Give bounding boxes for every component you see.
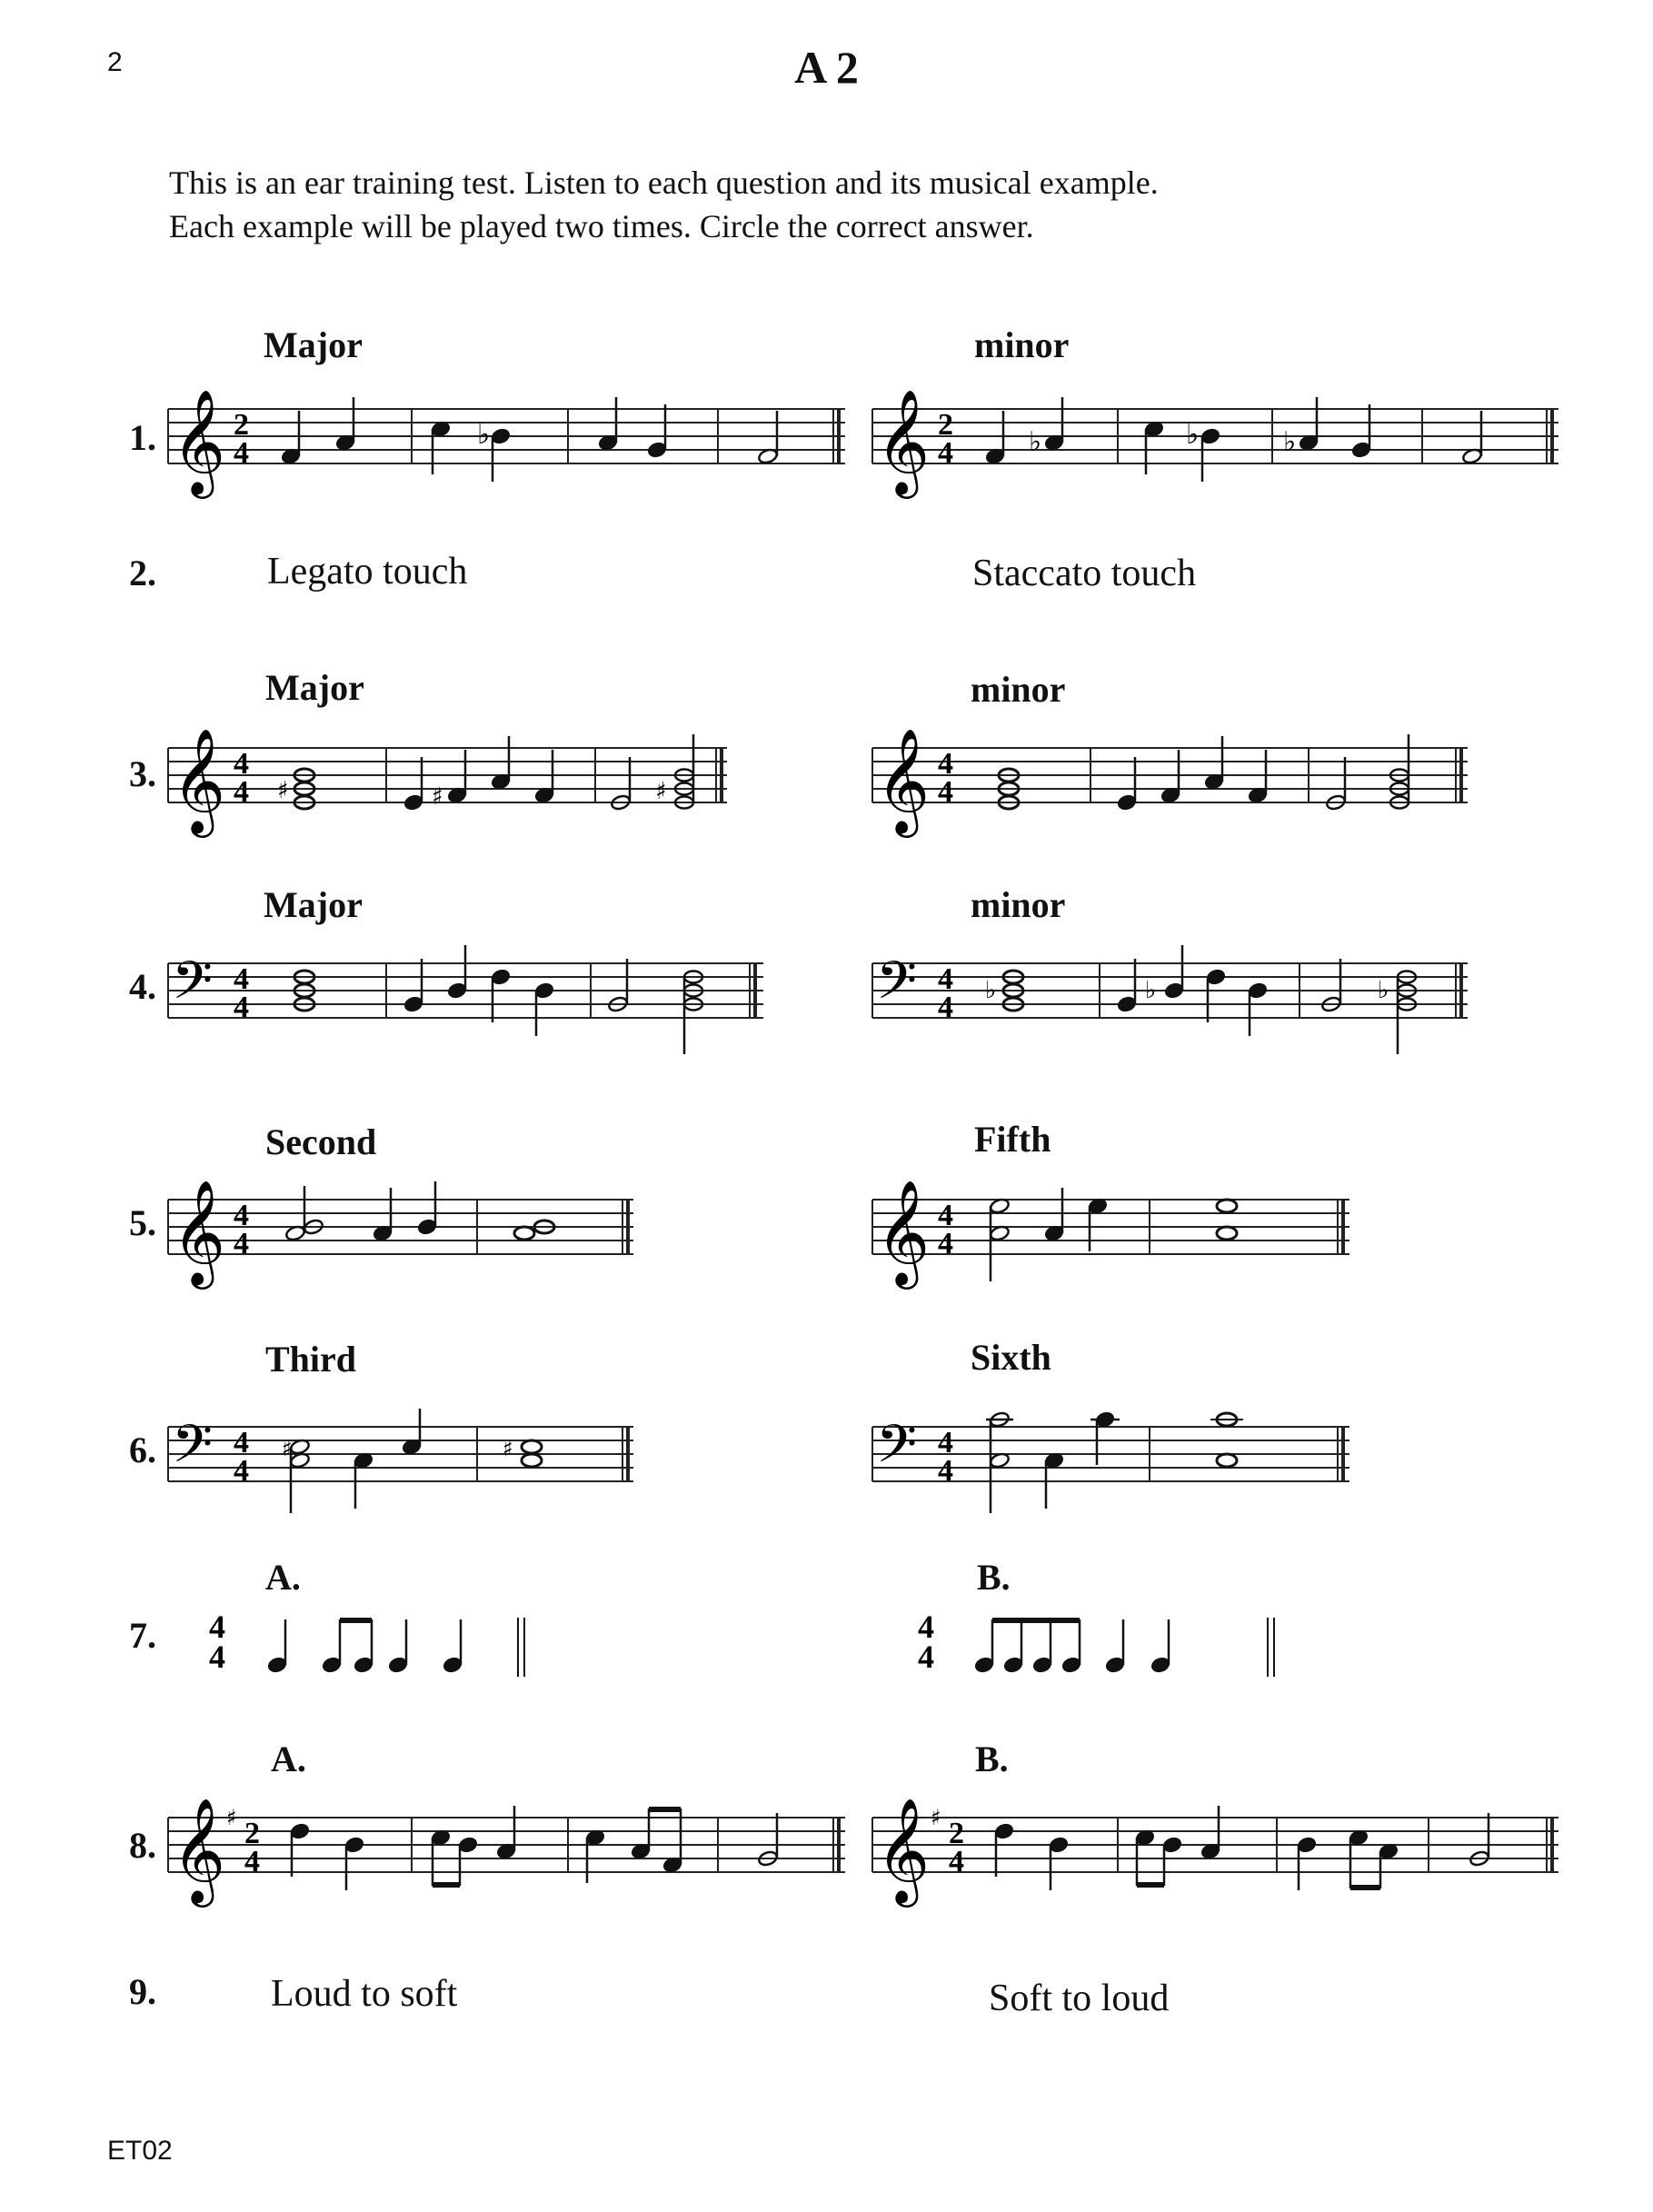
treble-clef-icon: 𝄞 [172,1797,226,1903]
q3-staff-minor[interactable] [872,721,1472,848]
sharp-icon: ♯ [655,778,667,805]
key-sharp-icon: ♯ [931,1805,941,1830]
time-sig-bottom: 4 [244,1845,260,1878]
q8-staff-b[interactable] [872,1790,1563,1927]
time-sig-bottom: 4 [938,991,953,1024]
time-sig-top: 4 [234,747,249,781]
flat-icon: ♭ [1378,977,1389,1004]
q1-option-right-label[interactable]: minor [974,324,1070,365]
sharp-icon: ♯ [282,1436,293,1461]
flat-icon: ♭ [1186,419,1200,451]
time-sig-top: 4 [234,1426,249,1460]
q9-option-right[interactable]: Soft to loud [989,1978,1170,2019]
q6-staff-sixth[interactable] [872,1400,1363,1545]
sharp-icon: ♯ [277,777,289,804]
question-number-2: 2. [129,553,156,593]
q4-staff-minor[interactable] [872,936,1472,1072]
time-sig-bottom: 4 [234,1227,249,1260]
time-sig-top: 4 [938,747,953,781]
treble-clef-icon: 𝄞 [876,1797,931,1903]
treble-clef-icon: 𝄞 [172,388,226,494]
time-sig-top: 2 [234,408,249,442]
time-sig-top: 2 [938,408,953,442]
instructions-line-1: This is an ear training test. Listen to each question and its musical example. [169,164,1159,201]
q5-option-left-label[interactable]: Second [265,1121,377,1162]
question-number-3: 3. [129,753,156,794]
time-sig-top: 4 [938,1426,953,1460]
flat-icon: ♭ [985,977,997,1004]
treble-clef-icon: 𝄞 [876,388,931,494]
q7-option-right-label[interactable]: B. [977,1557,1011,1598]
time-sig-bottom: 4 [938,436,953,470]
time-sig-top: 2 [244,1817,260,1850]
time-sig-bottom: 4 [938,775,953,809]
bass-clef-icon: 𝄢 [172,1413,214,1488]
time-sig-bottom: 4 [918,1639,934,1675]
question-number-9: 9. [129,1971,156,2012]
question-number-8: 8. [129,1825,156,1866]
q1-staff-major[interactable] [168,382,850,509]
q2-option-right[interactable]: Staccato touch [972,553,1197,594]
q7-option-left-label[interactable]: A. [265,1557,301,1598]
q5-staff-fifth[interactable] [872,1172,1363,1318]
key-sharp-icon: ♯ [226,1805,237,1830]
flat-icon: ♭ [1029,426,1042,458]
time-sig-bottom: 4 [209,1639,225,1675]
flat-icon: ♭ [477,419,491,451]
time-sig-bottom: 4 [938,1227,953,1260]
time-sig-top: 4 [209,1609,225,1645]
q5-option-right-label[interactable]: Fifth [974,1119,1051,1160]
q9-option-left[interactable]: Loud to soft [271,1973,458,2015]
q2-option-left[interactable]: Legato touch [267,551,468,593]
bass-clef-icon: 𝄢 [876,950,918,1024]
q3-staff-major[interactable] [168,721,732,848]
time-sig-bottom: 4 [234,991,249,1024]
q3-option-right-label[interactable]: minor [971,669,1066,710]
question-number-6: 6. [129,1430,156,1470]
sharp-icon: ♯ [432,783,443,811]
flat-icon: ♭ [1283,426,1297,458]
time-sig-bottom: 4 [949,1845,964,1878]
time-sig-top: 4 [918,1609,934,1645]
page-number: 2 [107,47,123,77]
q4-option-left-label[interactable]: Major [264,884,363,925]
q6-staff-third[interactable] [168,1400,641,1545]
q1-staff-minor[interactable] [872,382,1563,509]
q3-option-left-label[interactable]: Major [265,667,364,708]
time-sig-bottom: 4 [234,436,249,470]
time-sig-top: 4 [938,962,953,996]
question-number-1: 1. [129,417,156,458]
q8-option-left-label[interactable]: A. [271,1739,306,1779]
q5-staff-second[interactable] [168,1172,641,1300]
q6-option-left-label[interactable]: Third [265,1339,357,1380]
treble-clef-icon: 𝄞 [876,1179,931,1285]
treble-clef-icon: 𝄞 [876,727,931,833]
question-number-7: 7. [129,1615,156,1656]
q6-option-right-label[interactable]: Sixth [971,1337,1051,1378]
test-title: A 2 [794,42,859,93]
time-sig-top: 2 [949,1817,964,1850]
q4-option-right-label[interactable]: minor [971,884,1066,925]
q4-staff-major[interactable] [168,936,768,1072]
q7-rhythm-a[interactable] [200,1599,563,1699]
q8-staff-a[interactable] [168,1790,850,1927]
q1-option-left-label[interactable]: Major [264,324,363,365]
question-number-5: 5. [129,1202,156,1243]
treble-clef-icon: 𝄞 [172,727,226,833]
time-sig-bottom: 4 [234,1454,249,1488]
question-number-4: 4. [129,966,156,1007]
flat-icon: ♭ [1145,977,1157,1004]
bass-clef-icon: 𝄢 [172,950,214,1024]
footer-code: ET02 [107,2136,173,2166]
bass-clef-icon: 𝄢 [876,1413,918,1488]
instructions-line-2: Each example will be played two times. Circle the correct answer. [169,208,1034,244]
time-sig-top: 4 [234,962,249,996]
time-sig-top: 4 [234,1199,249,1232]
q7-rhythm-b[interactable] [913,1599,1331,1699]
q8-option-right-label[interactable]: B. [975,1739,1009,1779]
sharp-icon: ♯ [503,1436,513,1461]
time-sig-bottom: 4 [234,775,249,809]
treble-clef-icon: 𝄞 [172,1179,226,1285]
time-sig-top: 4 [938,1199,953,1232]
time-sig-bottom: 4 [938,1454,953,1488]
